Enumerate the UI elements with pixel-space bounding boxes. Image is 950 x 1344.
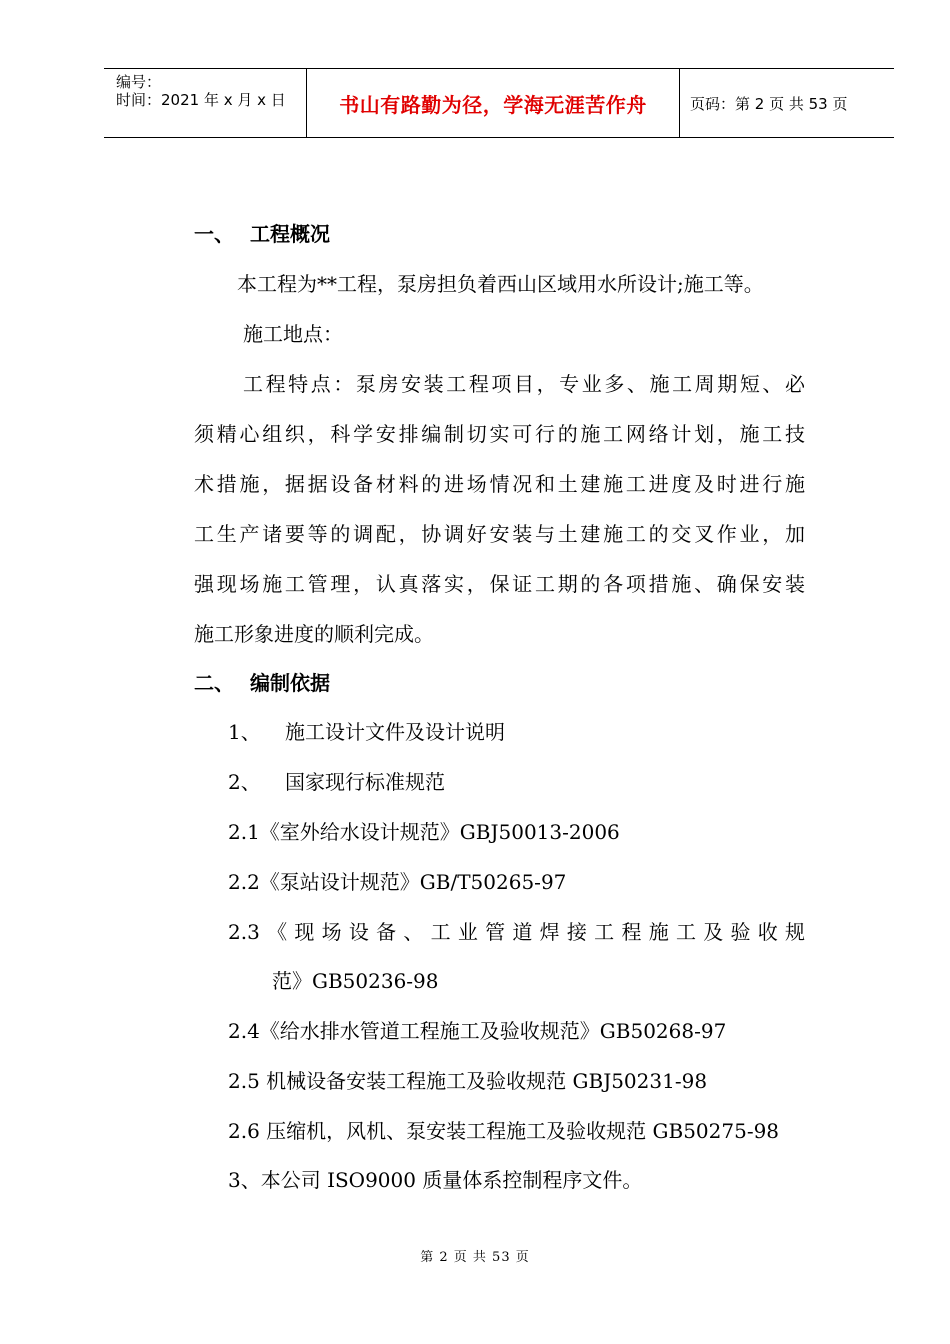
paragraph-features-line: 术措施，据据设备材料的进场情况和土建施工进度及时进行施 xyxy=(194,472,805,496)
standard-item-continuation: 范》GB50236-98 xyxy=(272,969,439,993)
standard-item: 2.1《室外给水设计规范》GBJ50013-2006 xyxy=(228,820,620,844)
basis-item-text: 施工设计文件及设计说明 xyxy=(285,720,505,744)
paragraph-overview: 本工程为**工程，泵房担负着西山区域用水所设计;施工等。 xyxy=(237,272,764,296)
section2-number: 二、 xyxy=(194,671,234,695)
section1-title: 工程概况 xyxy=(250,222,330,246)
standard-item: 2.5 机械设备安装工程施工及验收规范 GBJ50231-98 xyxy=(228,1069,708,1093)
header-meta xyxy=(104,69,307,137)
header-page-label: 页码：第 2 页 共 53 页 xyxy=(690,94,848,113)
basis-item-number: 1、 xyxy=(228,720,261,744)
standard-item: 2.6 压缩机，风机、泵安装工程施工及验收规范 GB50275-98 xyxy=(228,1119,780,1143)
page-footer: 第 2 页 共 53 页 xyxy=(420,1250,530,1265)
page-header xyxy=(104,68,894,138)
header-time-label: 时间：2021 年 x 月 x 日 xyxy=(116,91,286,109)
paragraph-features-line: 施工形象进度的顺利完成。 xyxy=(194,622,434,646)
header-number-label: 编号： xyxy=(116,73,162,91)
header-motto: 书山有路勤为径，学海无涯苦作舟 xyxy=(339,92,647,117)
standard-item: 3、本公司 ISO9000 质量体系控制程序文件。 xyxy=(228,1168,643,1192)
paragraph-features-line: 工生产诸要等的调配，协调好安装与土建施工的交叉作业，加 xyxy=(194,522,805,546)
header-motto-cell xyxy=(307,69,680,137)
standard-item: 2.4《给水排水管道工程施工及验收规范》GB50268-97 xyxy=(228,1019,727,1043)
basis-item-text: 国家现行标准规范 xyxy=(285,770,445,794)
section1-number: 一、 xyxy=(194,222,234,246)
standard-item: 2.3《现场设备、工业管道焊接工程施工及验收规 xyxy=(228,920,805,944)
paragraph-features-line: 须精心组织，科学安排编制切实可行的施工网络计划，施工技 xyxy=(194,422,805,446)
standard-item: 2.2《泵站设计规范》GB/T50265-97 xyxy=(228,870,567,894)
paragraph-features-line: 工程特点：泵房安装工程项目，专业多、施工周期短、必 xyxy=(243,372,805,396)
header-page-cell xyxy=(680,69,894,137)
paragraph-location: 施工地点： xyxy=(243,322,343,346)
paragraph-features-line: 强现场施工管理，认真落实，保证工期的各项措施、确保安装 xyxy=(194,572,805,596)
section2-title: 编制依据 xyxy=(250,671,330,695)
basis-item-number: 2、 xyxy=(228,770,261,794)
